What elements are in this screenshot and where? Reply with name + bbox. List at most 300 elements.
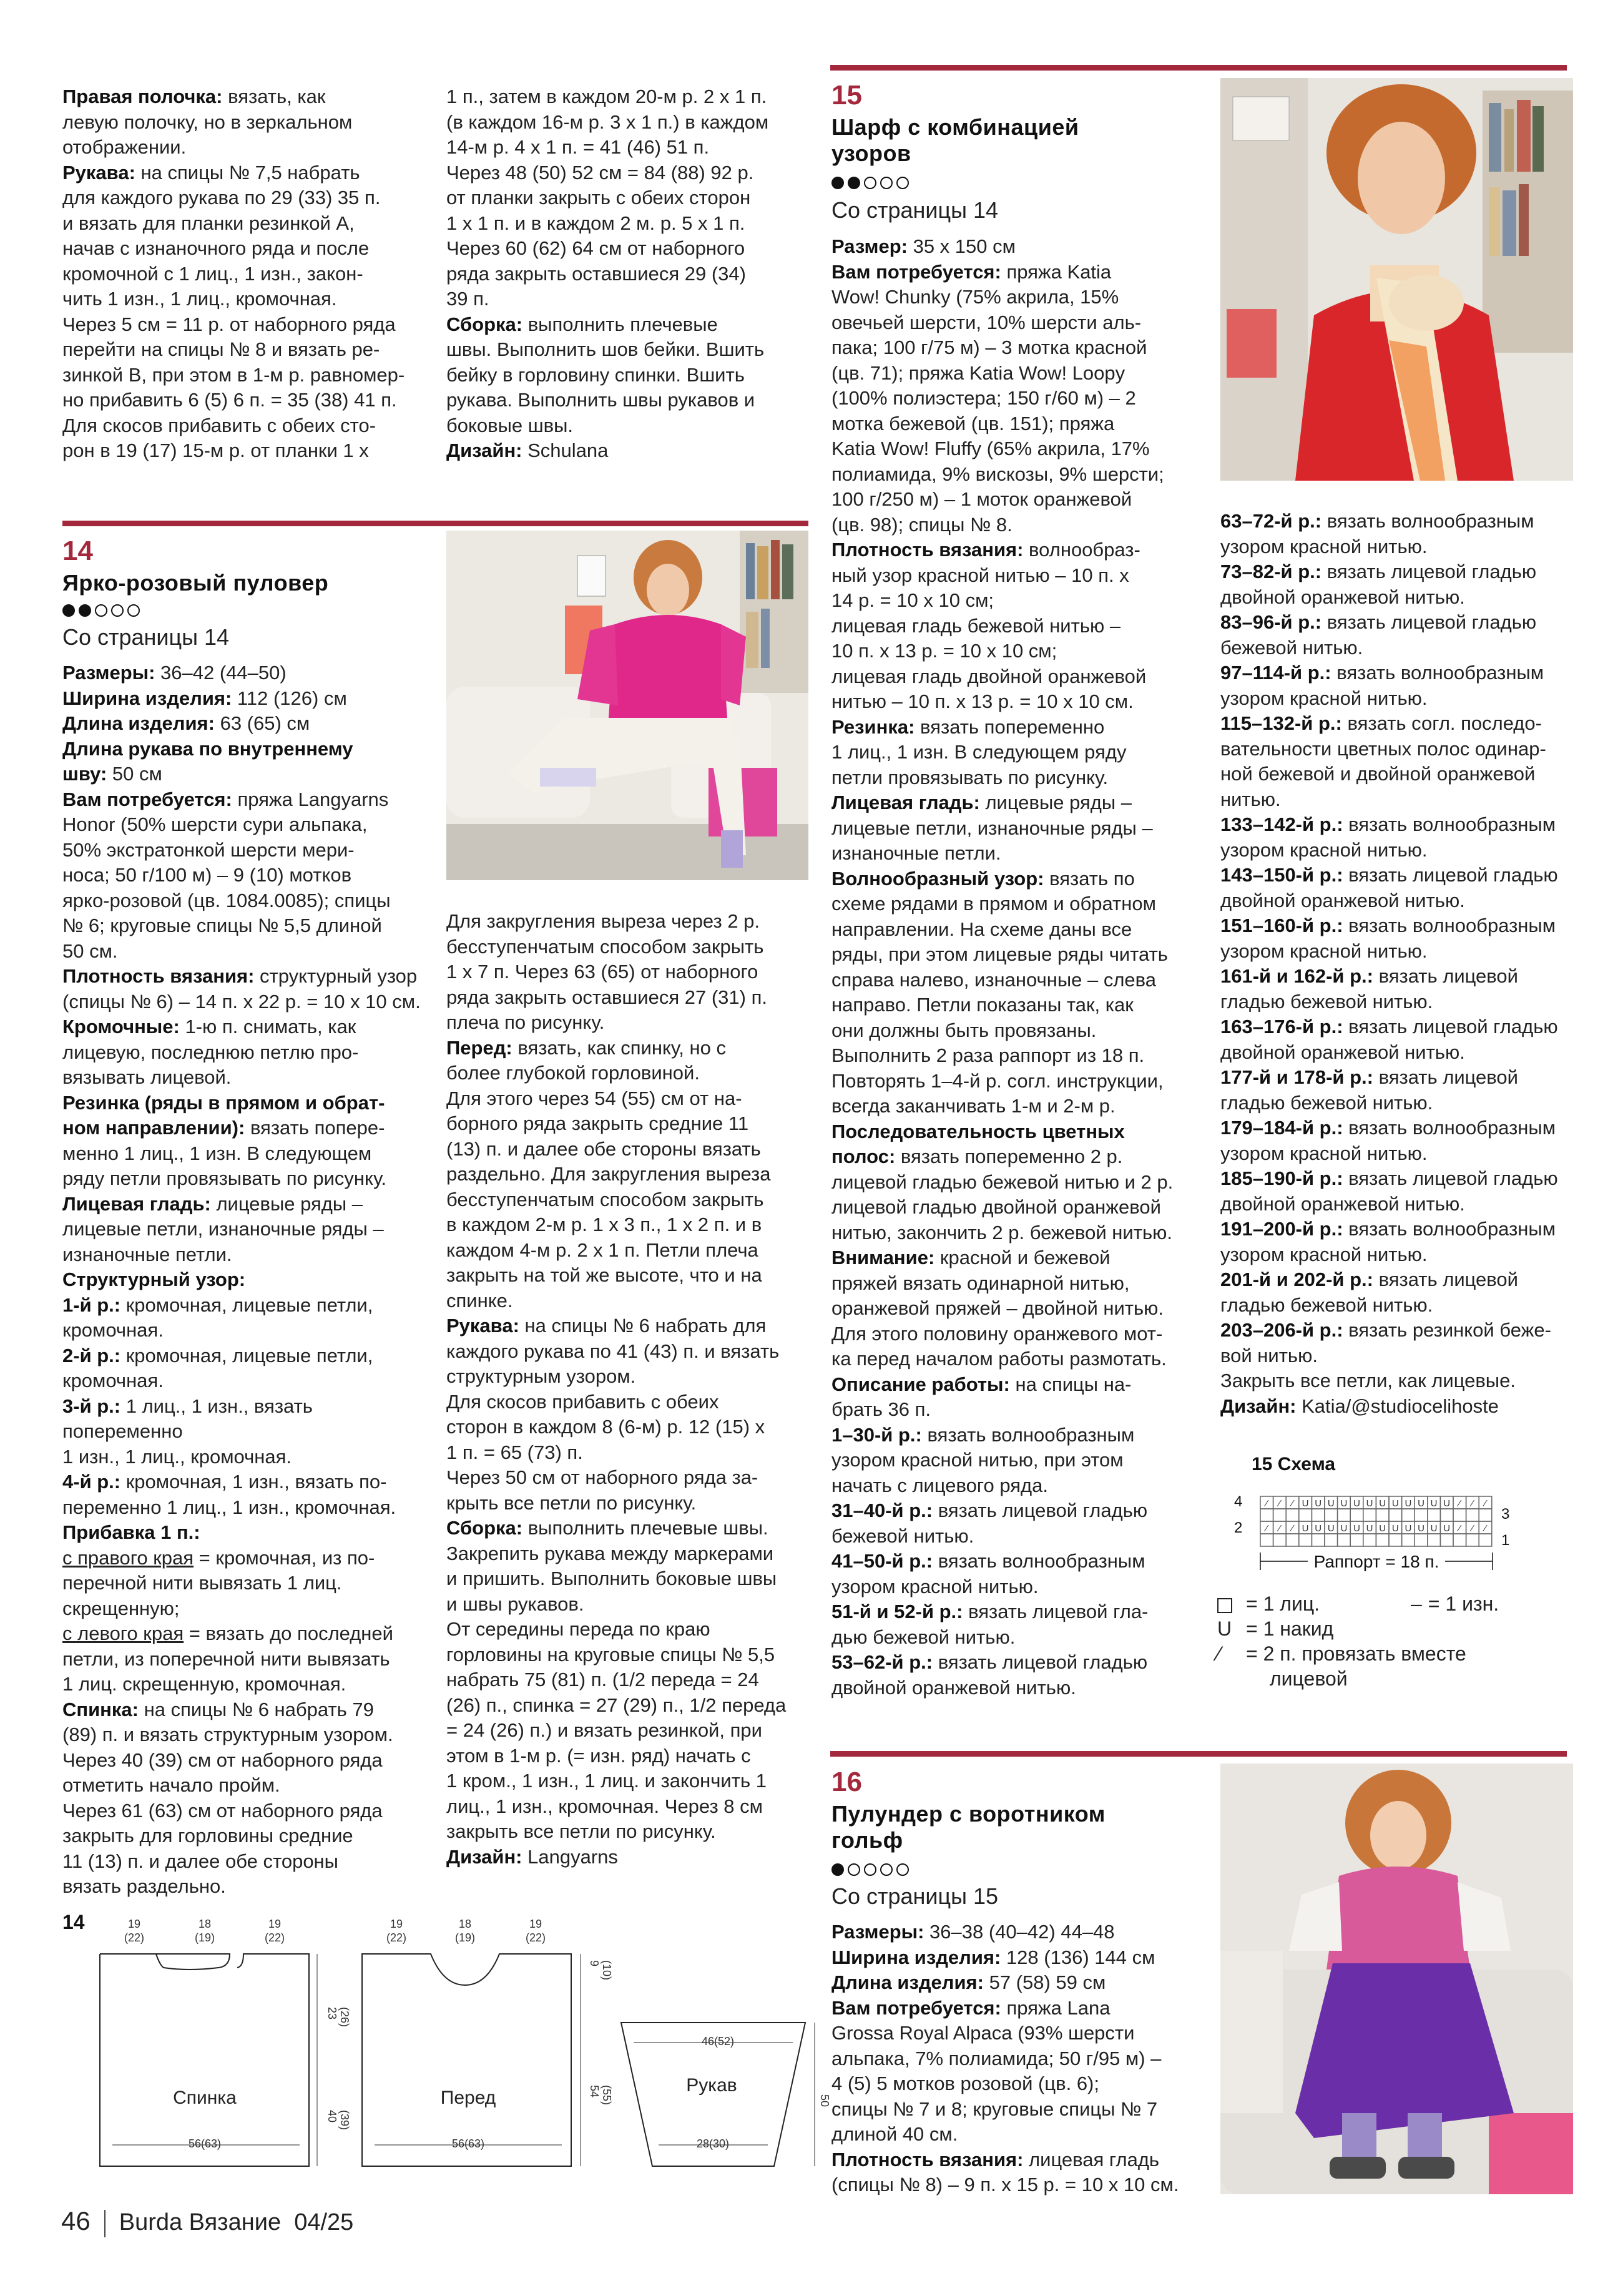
text-line	[831, 841, 1206, 866]
text-line	[446, 1238, 815, 1263]
text-line	[1220, 1065, 1589, 1091]
text-run: скрещенную;	[62, 1597, 180, 1619]
chart-cell	[1389, 1534, 1402, 1546]
bold-label: Резинка:	[831, 715, 915, 738]
text-run: вязать лицевой гладью	[1321, 611, 1537, 633]
chart-cell	[1376, 1509, 1389, 1521]
section-14-text	[62, 660, 431, 1900]
text-line	[831, 1397, 1206, 1423]
text-run: вязать по	[1044, 867, 1135, 890]
text-run: Через 5 см = 11 р. от наборного ряда	[62, 313, 396, 335]
text-run: кромочная.	[62, 1319, 164, 1341]
text-line	[831, 436, 1206, 462]
text-line	[831, 1245, 1206, 1271]
bold-label: Описание работы:	[831, 1373, 1010, 1395]
svg-text:19: 19	[127, 1918, 141, 1930]
section-16-number: 16	[831, 1767, 862, 1797]
text-line	[831, 1920, 1206, 1945]
text-run: ряда закрыть оставшиеся 27 (31) п.	[446, 986, 767, 1008]
text-line	[446, 1137, 815, 1162]
text-run: вязать лицевой	[1373, 1066, 1518, 1088]
text-line	[1220, 1242, 1589, 1268]
section-16-title: Пулундер с воротником гольф	[831, 1801, 1106, 1853]
bold-label: 177-й и 178-й р.:	[1220, 1066, 1373, 1088]
legend-knit: = 1 лиц.	[1246, 1592, 1320, 1615]
chart-cell	[1453, 1509, 1466, 1521]
chart-symbol: U	[1302, 1498, 1309, 1509]
text-run: швы. Выполнить шов бейки. Вшить	[446, 338, 765, 360]
chart-cell	[1350, 1534, 1363, 1546]
diagram-number: 14	[62, 1911, 85, 1933]
text-line	[1220, 610, 1589, 635]
text-run: 39 п.	[446, 288, 489, 310]
text-line	[831, 1675, 1206, 1701]
text-line	[1220, 1014, 1589, 1040]
text-line	[62, 1394, 431, 1445]
chart-cell	[1363, 1509, 1376, 1521]
bold-label: 41–50-й р.:	[831, 1550, 933, 1572]
chart-symbol: ⁄	[1278, 1498, 1281, 1509]
text-line	[446, 1794, 815, 1820]
text-line	[831, 2147, 1206, 2173]
text-line	[831, 1549, 1206, 1574]
text-line	[446, 1086, 815, 1112]
text-line	[831, 1473, 1206, 1499]
text-line	[62, 863, 431, 888]
text-line	[62, 1697, 431, 1723]
text-line	[446, 1010, 815, 1036]
text-line	[62, 686, 431, 712]
text-line	[831, 462, 1206, 488]
bold-label: 133–142-й р.:	[1220, 813, 1343, 835]
text-line	[1220, 585, 1589, 611]
bold-label: 53–62-й р.:	[831, 1651, 933, 1673]
text-run: лицевые ряды –	[979, 792, 1132, 813]
chart-symbol: ⁄	[1278, 1523, 1281, 1534]
text-run: справа налево, изнаночные – слева	[831, 968, 1157, 991]
chart-symbol: U	[1391, 1523, 1399, 1534]
text-run: вязать волнообразным	[1331, 662, 1544, 684]
magazine-name: Burda Вязание	[119, 2209, 282, 2235]
chart-symbol: U	[1418, 1498, 1424, 1509]
text-line	[831, 1094, 1206, 1119]
chart-cell	[1273, 1509, 1287, 1521]
text-line	[446, 1036, 815, 1061]
text-line	[1220, 863, 1589, 888]
bold-label: полос:	[831, 1146, 896, 1167]
text-run: вязывать лицевой.	[62, 1066, 232, 1088]
text-run: перечной нити вывязать 1 лиц.	[62, 1572, 342, 1594]
section-14-from-page: Со страницы 14	[62, 624, 230, 650]
text-run: ряду петли провязывать по рисунку.	[62, 1167, 386, 1189]
text-run: вязать волнообразным	[1343, 1218, 1556, 1240]
chart-symbol: U	[1353, 1498, 1360, 1509]
text-line	[446, 363, 808, 388]
text-line	[62, 1293, 431, 1318]
text-run: лиц., 1 изн., кромочная. Через 8 см	[446, 1795, 763, 1817]
text-line	[1220, 686, 1589, 712]
text-line	[446, 985, 815, 1011]
text-run: 50 см	[107, 763, 162, 785]
text-line	[831, 487, 1206, 513]
text-run: вязать лицевой гладью	[1343, 864, 1558, 886]
text-run: 128 (136) 144 см	[1001, 1946, 1155, 1968]
chart-symbol: ⁄	[1484, 1523, 1486, 1534]
text-run: вязать волнообразным	[921, 1423, 1135, 1446]
text-line	[446, 1541, 815, 1567]
text-line	[831, 1018, 1206, 1044]
text-line	[831, 588, 1206, 614]
text-run: 63 (65) см	[214, 712, 310, 734]
text-run: Закрепить рукава между маркерами	[446, 1542, 774, 1564]
chart-symbol: ⁄	[1459, 1523, 1461, 1534]
text-run: на спицы № 6 набрать 79	[138, 1698, 374, 1720]
text-line	[831, 361, 1206, 386]
text-line	[62, 1267, 431, 1293]
text-line	[62, 1495, 431, 1521]
bold-label: 191–200-й р.:	[1220, 1218, 1343, 1240]
text-line	[62, 1091, 431, 1116]
svg-text:19: 19	[268, 1918, 282, 1930]
bold-label: 185–190-й р.:	[1220, 1167, 1343, 1189]
text-run: двойной оранжевой нитью.	[1220, 586, 1465, 608]
text-line	[831, 2122, 1206, 2147]
text-line	[62, 1647, 431, 1672]
text-run: начать с лицевого ряда.	[831, 1474, 1048, 1496]
text-line	[831, 1043, 1206, 1069]
text-line	[1220, 1368, 1589, 1394]
text-run: 11 (13) п. и далее обе стороны	[62, 1850, 338, 1872]
svg-text:56(63): 56(63)	[451, 2137, 485, 2150]
chart-cell	[1363, 1534, 1376, 1546]
text-line	[831, 411, 1206, 437]
text-line	[1220, 1040, 1589, 1066]
chart-cell	[1402, 1509, 1415, 1521]
text-run: Langyarns	[522, 1845, 618, 1868]
text-run: 50 см.	[62, 939, 118, 962]
bold-label: ном направлении):	[62, 1117, 245, 1139]
bold-label: 97–114-й р.:	[1220, 662, 1331, 684]
text-run: вязать лицевой	[1373, 1268, 1518, 1290]
page-footer	[61, 2206, 353, 2237]
chart-cell	[1402, 1534, 1415, 1546]
text-line	[831, 765, 1206, 791]
text-run: (спицы № 8) – 9 п. x 15 р. = 10 x 10 см.	[831, 2174, 1179, 2195]
bold-label: 201-й и 202-й р.:	[1220, 1268, 1373, 1290]
text-line	[62, 711, 431, 737]
chart-cell	[1286, 1509, 1299, 1521]
text-run: альпака, 7% полиамида; 50 г/95 м) –	[831, 2047, 1162, 2069]
text-line	[831, 942, 1206, 968]
text-run: начав с изнаночного ряда и после	[62, 237, 370, 259]
text-line	[831, 917, 1206, 943]
text-run: направлении. На схеме даны все	[831, 918, 1132, 940]
text-line	[62, 160, 424, 186]
front-piece	[362, 1918, 613, 2166]
text-line	[1220, 509, 1589, 534]
col2-top-text	[446, 84, 808, 464]
text-run: вязать лицевой гла-	[963, 1601, 1149, 1622]
text-run: двойной оранжевой нитью.	[1220, 1192, 1465, 1215]
text-run: бейку в горловину спинки. Вшить	[446, 363, 745, 386]
text-line	[831, 715, 1206, 740]
text-run: узором красной нитью.	[1220, 687, 1428, 709]
text-run: набрать 75 (81) п. (1/2 переда = 24	[446, 1669, 759, 1690]
k2tog-symbol: ⁄	[1217, 1642, 1221, 1665]
text-line	[1220, 762, 1589, 787]
schema-title: 15 Схема	[1252, 1454, 1336, 1474]
text-run: вязать лицевой гладью	[1321, 561, 1537, 582]
chart-cell	[1299, 1534, 1312, 1546]
col1-top-text	[62, 84, 424, 464]
text-line	[831, 1069, 1206, 1094]
svg-text:28(30): 28(30)	[696, 2137, 730, 2150]
text-run: лицевая гладь	[1023, 2148, 1160, 2171]
chart-symbol: ⁄	[1484, 1498, 1486, 1509]
svg-text:(19): (19)	[194, 1931, 215, 1944]
chart-cell	[1376, 1534, 1389, 1546]
bold-label: 83–96-й р.:	[1220, 611, 1322, 633]
text-run: пряжа Langyarns	[232, 788, 389, 810]
bold-label: Резинка (ряды в прямом и обрат-	[62, 1091, 385, 1114]
text-run: кромочная, лицевые петли,	[120, 1344, 373, 1366]
chart-cell	[1415, 1534, 1428, 1546]
text-run: лицевая гладь двойной оранжевой	[831, 665, 1147, 687]
text-line	[1220, 1217, 1589, 1242]
text-run: закрыть все петли по рисунку.	[446, 1820, 716, 1842]
svg-text:(39): (39)	[338, 2110, 351, 2131]
text-run: 1 кром., 1 изн., 1 лиц. и закончить 1	[446, 1770, 767, 1792]
text-line	[62, 660, 431, 686]
text-line	[62, 1773, 431, 1798]
bold-label: Плотность вязания:	[831, 539, 1024, 561]
text-run: Grossa Royal Alpaca (93% шерсти	[831, 2022, 1135, 2044]
row-label-1: 1	[1501, 1532, 1510, 1549]
text-line	[831, 790, 1206, 816]
svg-text:19: 19	[390, 1918, 403, 1930]
text-run: От середины переда по краю	[446, 1618, 710, 1640]
text-run: длиной 40 см.	[831, 2123, 958, 2145]
bold-label: 161-й и 162-й р.:	[1220, 965, 1373, 987]
text-line	[1220, 711, 1589, 737]
chart-symbol: U	[1315, 1523, 1322, 1534]
chart-grid	[1260, 1496, 1492, 1546]
chart-cell	[1338, 1534, 1351, 1546]
text-line	[446, 1516, 815, 1541]
chart-symbol: ⁄	[1266, 1523, 1268, 1534]
text-run: узором красной нитью.	[1220, 1142, 1428, 1164]
bold-label: Вам потребуется:	[831, 1996, 1001, 2019]
text-line	[62, 110, 424, 135]
text-line	[62, 84, 424, 110]
section-14-number: 14	[62, 536, 93, 566]
difficulty-rating-16	[831, 1863, 913, 1878]
text-line	[62, 1520, 431, 1546]
text-run: ка перед началом работы размотать.	[831, 1348, 1167, 1370]
chart-symbol: U	[1315, 1498, 1322, 1509]
text-run: сторон в каждом 8 (6-м) р. 12 (15) x	[446, 1416, 765, 1438]
section-15-text	[831, 234, 1206, 1700]
text-line	[446, 1491, 815, 1516]
text-line	[1220, 939, 1589, 964]
section-14-title: Ярко-розовый пуловер	[62, 570, 329, 596]
bold-label: Ширина изделия:	[831, 1946, 1001, 1968]
text-line	[62, 438, 424, 464]
text-line	[1220, 1267, 1589, 1293]
text-line	[62, 1217, 431, 1242]
issue-number: 04/25	[294, 2209, 354, 2235]
text-line	[62, 762, 431, 787]
chart-symbol: ⁄	[1292, 1498, 1293, 1509]
svg-text:40: 40	[326, 2110, 338, 2123]
text-run: вязать лицевой	[1373, 965, 1518, 987]
text-line	[446, 1364, 815, 1390]
chart-cell	[1389, 1509, 1402, 1521]
text-run: 4 (5) 5 мотков розовой (цв. 6);	[831, 2073, 1099, 2094]
chart-symbol: ⁄	[1266, 1498, 1268, 1509]
text-run: кромочной с 1 лиц., 1 изн., закон-	[62, 262, 363, 285]
svg-text:18: 18	[198, 1918, 212, 1930]
section-15-number: 15	[831, 80, 862, 110]
text-run: гладью бежевой нитью.	[1220, 1091, 1433, 1114]
text-run: 10 п. x 13 р. = 10 x 10 см;	[831, 640, 1057, 662]
text-line	[1220, 1141, 1589, 1167]
underlined-label: с правого края	[62, 1546, 194, 1569]
text-line	[831, 968, 1206, 993]
bold-label: Внимание:	[831, 1247, 935, 1268]
front-label: Перед	[440, 2087, 496, 2108]
text-line	[446, 1693, 815, 1719]
text-run: ряды, при этом лицевые ряды читать	[831, 943, 1168, 965]
text-line	[831, 614, 1206, 639]
chart-cell	[1428, 1509, 1441, 1521]
difficulty-rating-15	[831, 177, 913, 192]
text-line	[62, 1368, 431, 1394]
text-line	[1220, 964, 1589, 989]
text-line	[831, 1996, 1206, 2021]
text-run: Через 48 (50) 52 см = 84 (88) 92 р.	[446, 161, 754, 184]
text-run: перейти на спицы № 8 и вязать ре-	[62, 338, 380, 360]
text-run: вязать волнообразным	[933, 1550, 1145, 1572]
chart-cell	[1312, 1534, 1325, 1546]
bold-label: Вам потребуется:	[831, 260, 1001, 283]
chart-cell	[1273, 1534, 1287, 1546]
bold-label: 63–72-й р.:	[1220, 510, 1322, 532]
text-line	[62, 1065, 431, 1091]
chart-symbol: U	[1340, 1498, 1348, 1509]
text-run: раздельно. Для закругления выреза	[446, 1163, 771, 1185]
text-line	[831, 310, 1206, 336]
text-run: Schulana	[522, 439, 609, 461]
text-run: 1 лиц., 1 изн., вязать попеременно	[62, 1395, 313, 1442]
bold-label: шву:	[62, 763, 107, 785]
text-run: (спицы № 6) – 14 п. x 22 р. = 10 x 10 см.	[62, 990, 421, 1013]
text-line	[62, 211, 424, 237]
text-line	[62, 1116, 431, 1141]
bold-label: Сборка:	[446, 313, 523, 335]
text-line	[831, 335, 1206, 361]
text-run: двойной оранжевой нитью.	[1220, 1041, 1465, 1063]
yarn-over-symbol: U	[1217, 1617, 1232, 1640]
bold-label: Размеры:	[831, 1921, 924, 1943]
photo-slipover-model	[1220, 1764, 1573, 2194]
bold-label: 31–40-й р.:	[831, 1499, 933, 1521]
chart-cell	[1428, 1534, 1441, 1546]
text-line	[831, 1650, 1206, 1675]
text-line	[62, 1192, 431, 1217]
text-line	[62, 1166, 431, 1192]
bold-label: Длина изделия:	[831, 1971, 984, 1993]
chart-symbol: U	[1405, 1523, 1412, 1534]
text-run: гладью бежевой нитью.	[1220, 1293, 1433, 1316]
text-line	[831, 1599, 1206, 1625]
chart-symbol: U	[1340, 1523, 1348, 1534]
text-line	[831, 513, 1206, 538]
text-run: Honor (50% шерсти сури альпака,	[62, 813, 368, 835]
difficulty-rating-14	[62, 604, 144, 619]
text-run: бежевой нитью.	[1220, 636, 1363, 659]
bold-label: Рукава:	[62, 161, 135, 184]
text-line	[446, 1212, 815, 1238]
chart-symbol: U	[1379, 1498, 1386, 1509]
text-run: лицевая гладь бежевой нитью –	[831, 614, 1121, 637]
text-line	[62, 1546, 431, 1571]
bold-label: Лицевая гладь:	[62, 1192, 211, 1215]
bold-label: Лицевая гладь:	[831, 792, 980, 813]
text-run: нитью.	[1220, 788, 1281, 810]
chart-cell	[1440, 1509, 1453, 1521]
bold-label: 163–176-й р.:	[1220, 1016, 1343, 1038]
text-line	[446, 236, 808, 262]
text-line	[62, 1874, 431, 1900]
text-run: 1 x 1 п. и в каждом 2 м. р. 5 x 1 п.	[446, 212, 745, 234]
chart-cell	[1299, 1509, 1312, 1521]
text-run: мотка бежевой (цв. 151); пряжа	[831, 412, 1115, 434]
chart-cell	[1312, 1509, 1325, 1521]
text-line	[62, 737, 431, 762]
text-line	[1220, 559, 1589, 585]
text-line	[831, 740, 1206, 765]
text-line	[831, 1448, 1206, 1473]
text-run: 1 лиц., 1 изн. В следующем ряду	[831, 741, 1127, 763]
chart-symbol: U	[1302, 1523, 1309, 1534]
text-run: Для скосов прибавить с обеих	[446, 1390, 719, 1413]
text-line	[62, 1823, 431, 1849]
text-run: бежевой нитью.	[831, 1524, 974, 1547]
svg-text:54: 54	[588, 2085, 601, 2098]
text-line	[62, 312, 424, 338]
text-run: отображении.	[62, 136, 187, 158]
text-run: выполнить плечевые швы.	[522, 1517, 768, 1539]
text-line	[1220, 737, 1589, 762]
text-line	[62, 1849, 431, 1875]
text-line	[62, 1445, 431, 1470]
text-run: закрыть для горловины средние	[62, 1825, 353, 1847]
text-line	[831, 2046, 1206, 2072]
bold-label: Размер:	[831, 235, 908, 257]
text-run: 14-м р. 4 x 1 п. = 41 (46) 51 п.	[446, 136, 710, 158]
bold-label: Ширина изделия:	[62, 687, 232, 709]
text-run: узором красной нитью.	[1220, 838, 1428, 861]
bold-label: 151–160-й р.:	[1220, 915, 1343, 936]
text-line	[446, 1440, 815, 1466]
text-run: узором красной нитью.	[1220, 535, 1428, 557]
bold-label: 1-й р.:	[62, 1293, 121, 1316]
text-line	[1220, 1318, 1589, 1343]
text-line	[446, 160, 808, 186]
text-line	[446, 388, 808, 413]
bold-label: 2-й р.:	[62, 1344, 121, 1366]
